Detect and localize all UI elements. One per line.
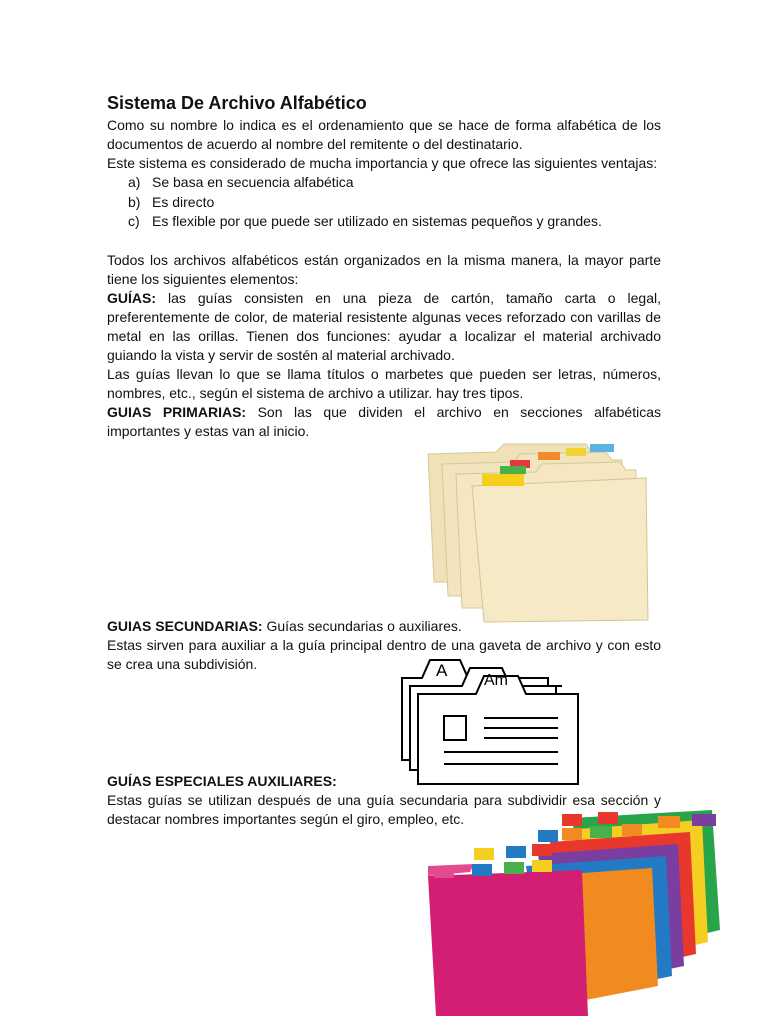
tab-l [562,828,582,840]
tab-orange [538,452,560,460]
tab-b [472,864,492,876]
intro-paragraph-2: Este sistema es considerado de mucha importancia y que ofrece las siguientes ventajas: [107,155,658,171]
colored-index-guides-image [422,810,722,1020]
secundarias-paragraph-2: Estas sirven para auxiliar a la guía principal dentro de una gaveta de archivo y con esto se crea una subdivisión. [107,637,661,672]
tab-c [504,862,524,874]
tab-d [532,860,552,872]
secundarias-paragraph: GUIAS SECUNDARIAS: Guías secundarias o auxiliares. [107,618,462,634]
guias-paragraph-2: Las guías llevan lo que se llama títulos o marbetes que pueden ser letras, números, nombres, etc., según el sistema de archivo a utilizar. hay tres tipos. [107,365,661,401]
primarias-label: GUIAS PRIMARIAS: [107,403,247,420]
list-item: b) Es directo [128,193,215,210]
intro-paragraph: Como su nombre lo indica es el ordenamiento que se hace de forma alfabética de los documentos de acuerdo al nombre del remitente o del destinatario. [107,117,661,152]
primary-guides-folders-image [426,442,652,624]
tab-a [434,866,454,878]
tab-blue [590,444,614,452]
especiales-heading: GUÍAS ESPECIALES AUXILIARES: [107,773,337,789]
tab-yellow [566,448,586,456]
list-item: c) Es flexible por que puede ser utilizado en sistemas pequeños y grandes. [128,213,602,229]
tab-h [532,844,552,856]
tab-f [474,848,494,860]
folder-stack [428,444,648,622]
tab-g [506,846,526,858]
elements-intro: Todos los archivos alfabéticos están organizados en la misma manera, la mayor parte tiene los siguientes elementos: [107,251,661,287]
tab-mc [590,826,612,838]
tab-xyz [692,814,716,826]
diagram-tab-a: A [436,661,448,680]
primarias-paragraph: GUIAS PRIMARIAS: Son las que dividen el archivo en secciones alfabéticas importantes y estas van al inicio. [107,403,661,439]
tab-k [538,830,558,842]
tab-s2 [658,816,680,828]
secundarias-label: GUIAS SECUNDARIAS: [107,618,263,634]
guide-stack [428,810,720,1016]
tab-green [500,466,526,474]
front-pink-guide [428,870,588,1016]
tab-s [562,814,582,826]
document-body [107,92,661,441]
especiales-paragraph: Estas guías se utilizan después de una guía secundaria para subdividir esa sección y destacar nombres importantes según el giro, empleo, etc. [107,792,661,827]
advantages-list [107,173,661,232]
tab-n [622,824,642,836]
list-item: a) Se basa en secuencia alfabética [128,174,354,190]
tab-t [598,812,618,824]
guias-label: GUÍAS: [107,289,156,306]
page-title: Sistema De Archivo Alfabético [107,93,367,113]
secondary-guide-diagram [398,656,582,788]
guias-paragraph: GUÍAS: las guías consisten en una pieza de cartón, tamaño carta o legal, preferentemente de color, de material resistente algunas veces reforzado con varillas de metal en las orillas. Tienen dos funciones: ayudar a localizar el material archivado guiando la vista y servir de sostén al material archivado. [107,289,661,363]
diagram-tab-am: Am [484,672,508,689]
tab-a-yellow [482,474,524,486]
